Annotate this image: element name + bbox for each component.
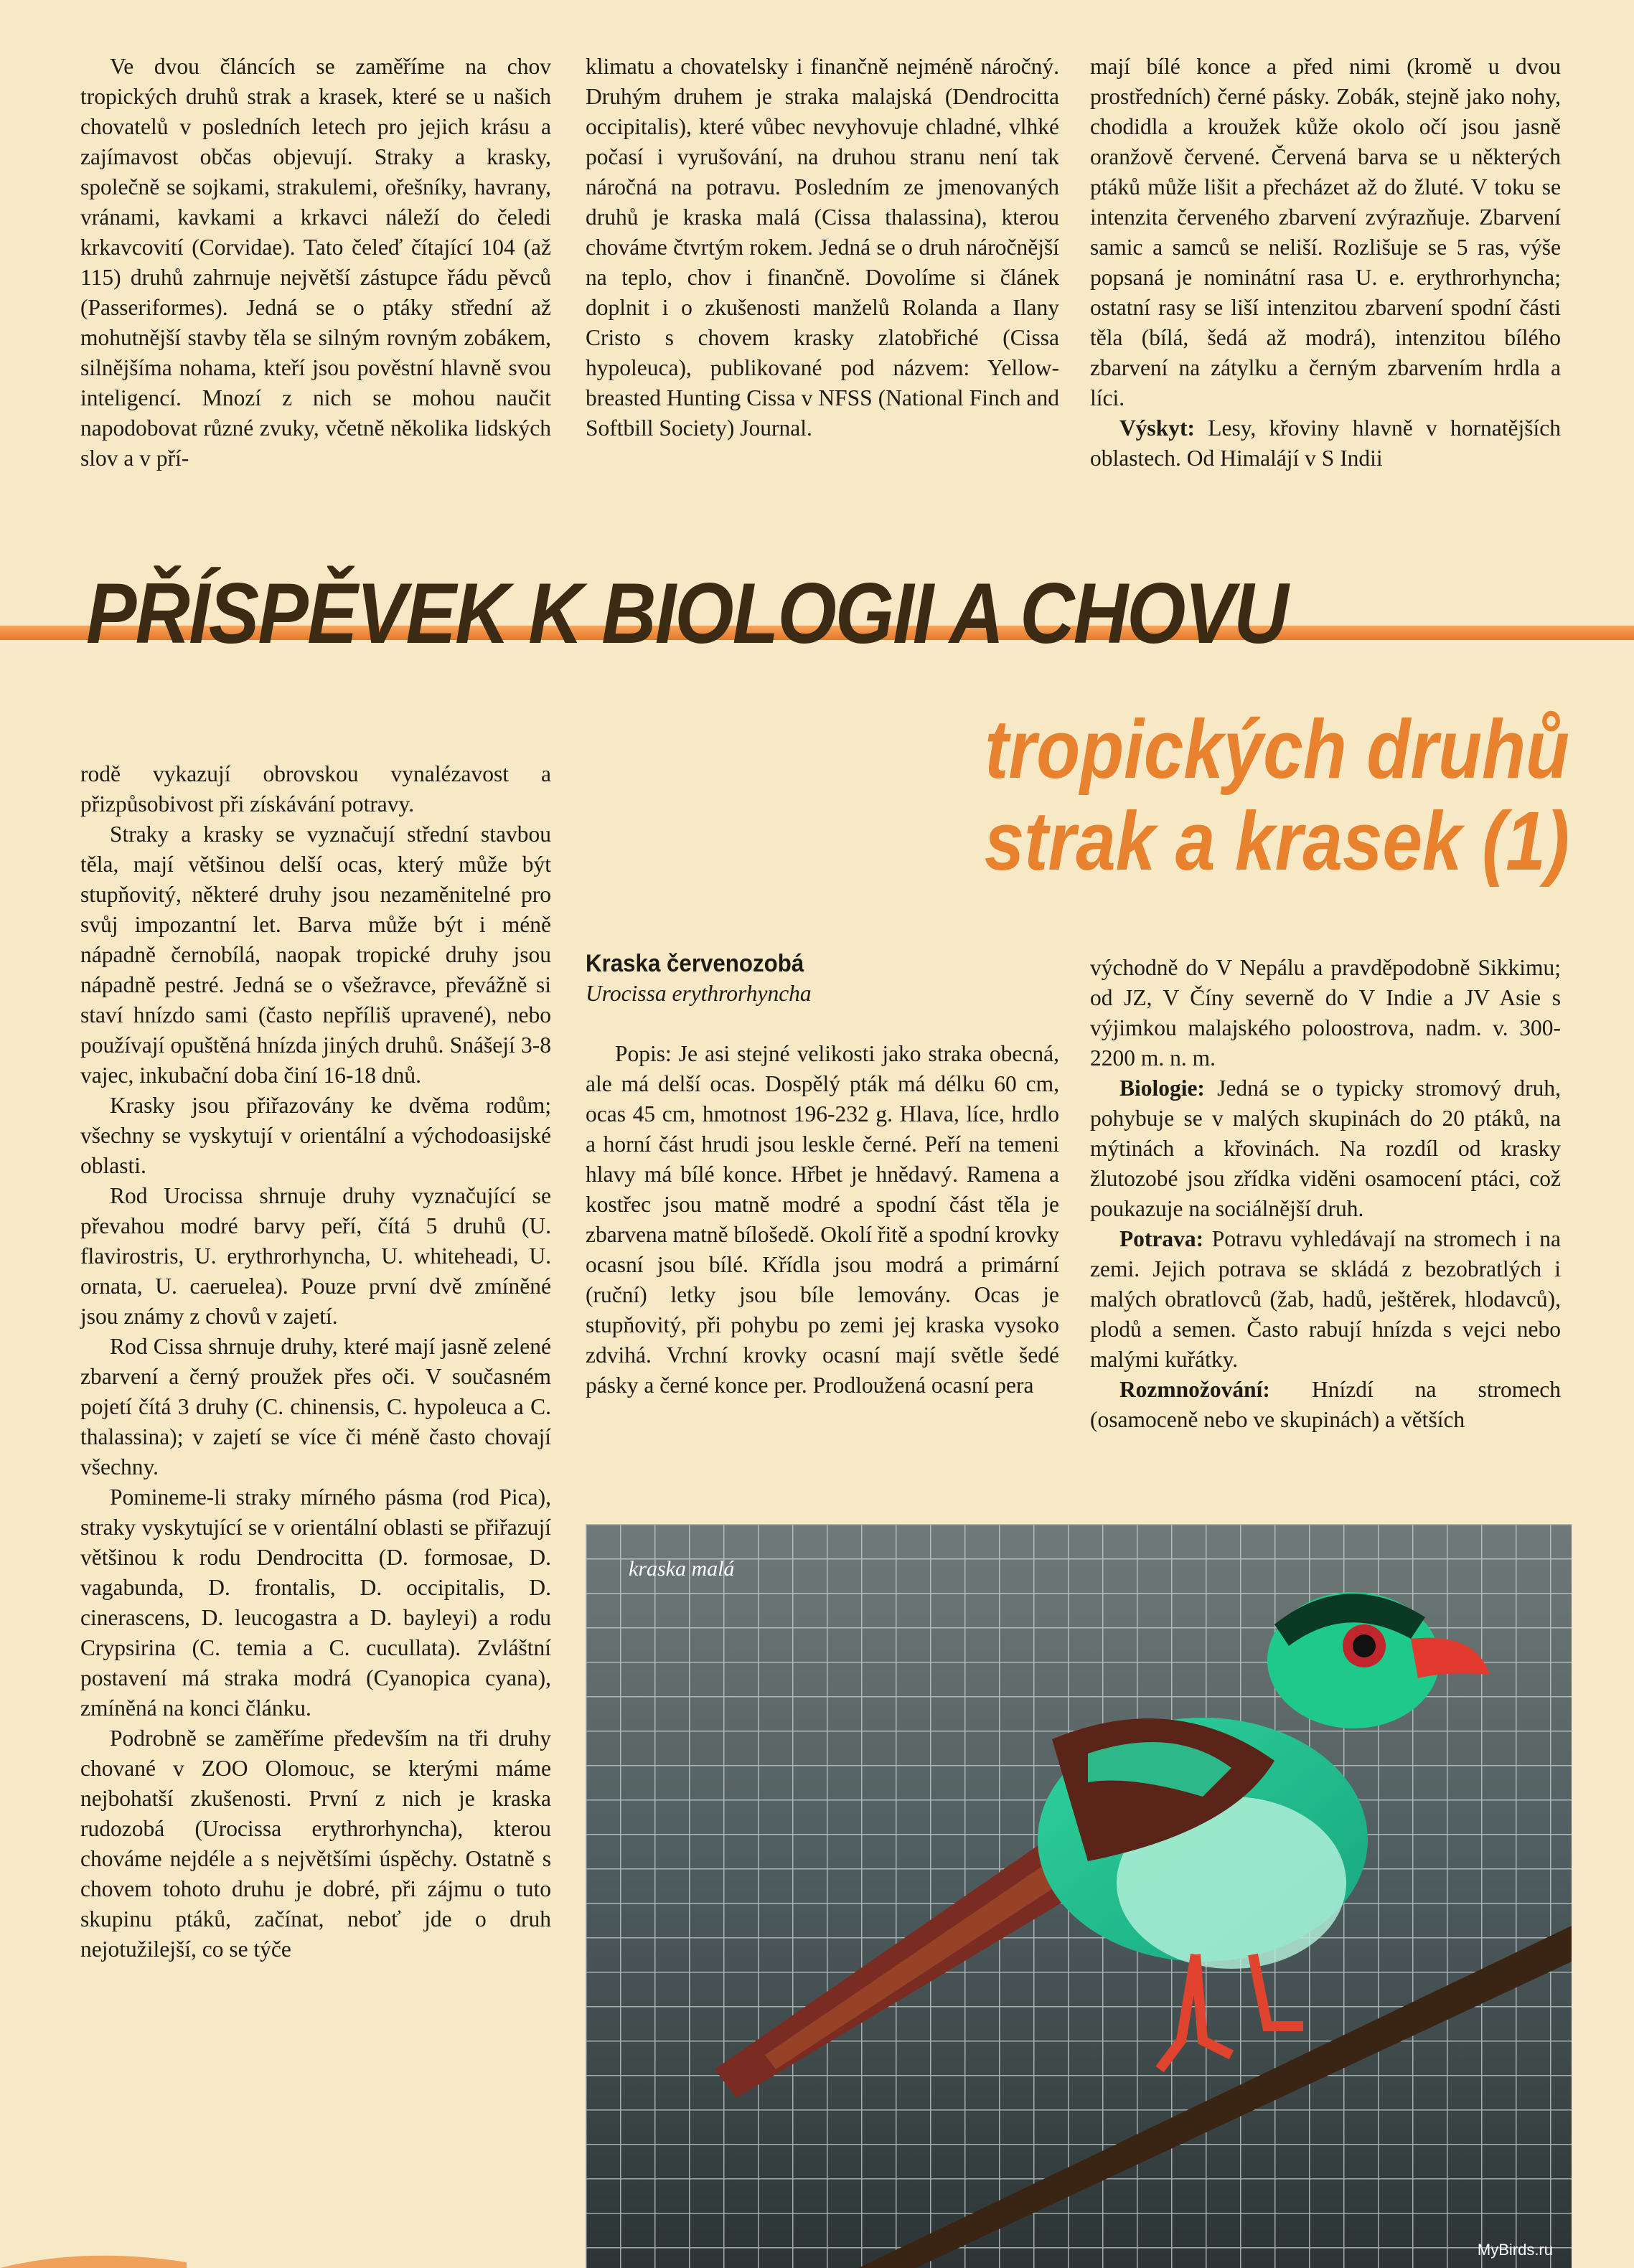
paragraph: rodě vykazují obrovskou vynalézavost a přizpůsobivost při získávání potravy.	[80, 761, 551, 817]
bird-photo-illustration	[586, 1524, 1572, 2268]
paragraph-biology	[1090, 1073, 1561, 1224]
body-column-middle	[586, 949, 1059, 1401]
paragraph-description: Popis: Je asi stejné velikosti jako straka obecná, ale má delší ocas. Dospělý pták má délku 60 cm, ocas 45 cm, hmotnost 196-232 g. Hlava, líce, hrdlo a horní část hrudi jsou leskle černé. Peří na temeni hlavy má bílé konce. Hřbet je hnědavý. Ramena a kostřec jsou matně modré a spodní část těla je zbarvena matně bílošedě. Okolí řitě a spodní krovky ocasní jsou bílé. Křídla jsou modrá a primární (ruční) letky jsou bíle lemovány. Ocas je stupňovitý, při pohybu po zemi jej kraska vysoko zdvihá. Vrchní krovky ocasní mají světle šedé pásky a černé konce per. Prodloužená ocasní pera	[586, 1041, 1059, 1398]
bird-photo	[586, 1524, 1572, 2268]
paragraph: klimatu a chovatelsky i finančně nejméně náročný. Druhým druhem je straka malajská (Dendrocitta occipitalis), které vůbec nevyhovuje chladné, vlhké počasí i vyrušování, na druhou stranu není tak náročná na potravu. Posledním ze jmenovaných druhů je kraska malá (Cissa thalassina), kterou chováme čtvrtým rokem. Jedná se o druh náročnější na teplo, chov i finančně. Dovolíme si článek doplnit i o zkušenosti manželů Rolanda a Ilany Cristo s chovem krasky zlatobřiché (Cissa hypoleuca), publikované pod názvem: Yellow-breasted Hunting Cissa v NFSS (National Finch and Softbill Society) Journal.	[586, 54, 1059, 441]
label-biology: Biologie:	[1119, 1076, 1205, 1101]
subtitle-line-1: tropických druhů	[985, 702, 1569, 796]
paragraph: Straky a krasky se vyznačují střední stavbou těla, mají většinou delší ocas, který může být stupňovitý, některé druhy jsou nezaměnitelné pro svůj impozantní let. Barva může být i méně nápadně černobílá, naopak tropické druhy jsou nápadně pestré. Jedná se o všežravce, převážně si staví hnízdo sami (často nepříliš upravené), nebo používají opuštěná hnízda jiných druhů. Snášejí 3-8 vajec, inkubační doba činí 16-18 dnů.	[80, 822, 551, 1088]
label-occurrence: Výskyt:	[1119, 415, 1195, 441]
intro-column-2	[586, 52, 1059, 443]
paragraph: Rod Cissa shrnuje druhy, které mají jasně zelené zbarvení a černý proužek přes oči. V současném pojetí čítá 3 druhy (C. chinensis, C. hypoleuca a C. thalassina); v zajetí se více či méně často chovají všechny.	[80, 1334, 551, 1479]
article-title: PŘÍSPĚVEK K BIOLOGII A CHOVU	[86, 565, 1287, 662]
paragraph: mají bílé konce a před nimi (kromě u dvou prostředních) černé pásky. Zobák, stejně jako nohy, chodidla a kroužek kůže okolo očí jsou jasně oranžově červené. Červená barva se u některých ptáků může lišit a přecházet až do žluté. V toku se intenzita červeného zbarvení zvýrazňuje. Zbarvení samic a samců se neliší. Rozlišuje se 5 ras, výše popsaná je nominátní rasa U. e. erythrorhyncha; ostatní rasy se liší intenzitou zbarvení spodní části těla (bílá, šedá až modrá), intenzitou bílého zbarvení na zátylku a černým zbarvením hrdla a líci.	[1090, 54, 1561, 410]
subtitle-line-2: strak a krasek (1)	[984, 794, 1569, 888]
text-biology: Jedná se o typicky stromový druh, pohybuje se v malých skupinách do 20 ptáků, na mýtinách a křovinách. Na rozdíl od krasky žlutozobé jsou zřídka viděni osamocení ptáci, což poukazuje na sociálnější druh.	[1090, 1076, 1562, 1221]
paragraph-food	[1090, 1224, 1561, 1375]
paragraph: Podrobně se zaměříme především na tři druhy chované v ZOO Olomouc, se kterými máme nejbohatší zkušenosti. První z nich je kraska rudozobá (Urocissa erythrorhyncha), kterou chováme nejdéle a s největšími úspěchy. Ostatně s chovem tohoto druhu je dobré, při zájmu o tuto skupinu ptáků, začínat, neboť jde o druh nejotužilejší, co se týče	[80, 1726, 551, 1962]
species-latin-name: Urocissa erythrorhyncha	[586, 981, 812, 1006]
paragraph-breeding	[1090, 1375, 1561, 1435]
label-breeding: Rozmnožování:	[1119, 1377, 1270, 1402]
paragraph: Pomineme-li straky mírného pásma (rod Pica), straky vyskytující se v orientální oblasti se přiřazují většinou k rodu Dendrocitta (D. formosae, D. vagabunda, D. frontalis, D. occipitalis, D. cinerascens, D. leucogastra a D. bayleyi) a rodu Crypsirina (C. temia a C. cucullata). Zvláštní postavení má straka modrá (Cyanopica cyana), zmíněná na konci článku.	[80, 1484, 551, 1721]
paragraph: Ve dvou článcích se zaměříme na chov tropických druhů strak a krasek, které se u našich chovatelů v posledních letech pro jejich krásu a zajímavost občas objevují. Straky a krasky, společně se sojkami, strakulemi, ořešníky, havrany, vránami, kavkami a krkavci náleží do čeledi krkavcovití (Corvidae). Tato čeleď čítající 104 (až 115) druhů zahrnuje největší zástupce řádu pěvců (Passeriformes). Jedná se o ptáky střední až mohutnější stavby těla se silným rovným zobákem, silnějšíma nohama, kteří jsou pověstní hlavně svou inteligencí. Mnozí z nich se mohou naučit napodobovat různé zvuky, včetně několika lidských slov a v pří-	[80, 54, 551, 471]
paragraph: Krasky jsou přiřazovány ke dvěma rodům; všechny se vyskytují v orientální a východoasijské oblasti.	[80, 1093, 551, 1178]
body-column-right	[1090, 953, 1561, 1435]
species-heading: Kraska červenozobá	[586, 950, 804, 977]
watermark: MyBirds.ru	[1477, 2241, 1553, 2259]
label-food: Potrava:	[1119, 1226, 1204, 1251]
article-subtitle	[829, 703, 1569, 887]
photo-caption: kraska malá	[629, 1557, 735, 1581]
text-occurrence: Lesy, křoviny hlavně v hornatějších oblastech. Od Himalájí v S Indii	[1090, 415, 1561, 471]
paragraph-occurrence	[1090, 413, 1561, 474]
text-breeding: Hnízdí na stromech (osamoceně nebo ve skupinách) a větších	[1090, 1377, 1561, 1432]
paragraph: Rod Urocissa shrnuje druhy vyznačující se převahou modré barvy peří, čítá 5 druhů (U. flavirostris, U. erythrorhyncha, U. whiteheadi, U. ornata, U. caeruelea). Pouze první dvě zmíněné jsou známy z chovů v zajetí.	[80, 1183, 551, 1329]
corner-decoration	[0, 2246, 187, 2268]
intro-column-1	[80, 52, 551, 474]
body-column-left	[80, 759, 551, 1964]
intro-column-3	[1090, 52, 1561, 474]
text-food: Potravu vyhledávají na stromech i na zemi. Jejich potrava se skládá z bezobratlých i malých obratlovců (žab, hadů, ještěrek, hlodavců), plodů a semen. Často rabují hnízda s vejci nebo malými kuřátky.	[1090, 1226, 1562, 1372]
paragraph: východně do V Nepálu a pravděpodobně Sikkimu; od JZ, V Číny severně do V Indie a JV Asie s výjimkou malajského poloostrova, nadm. v. 300-2200 m. n. m.	[1090, 955, 1561, 1071]
